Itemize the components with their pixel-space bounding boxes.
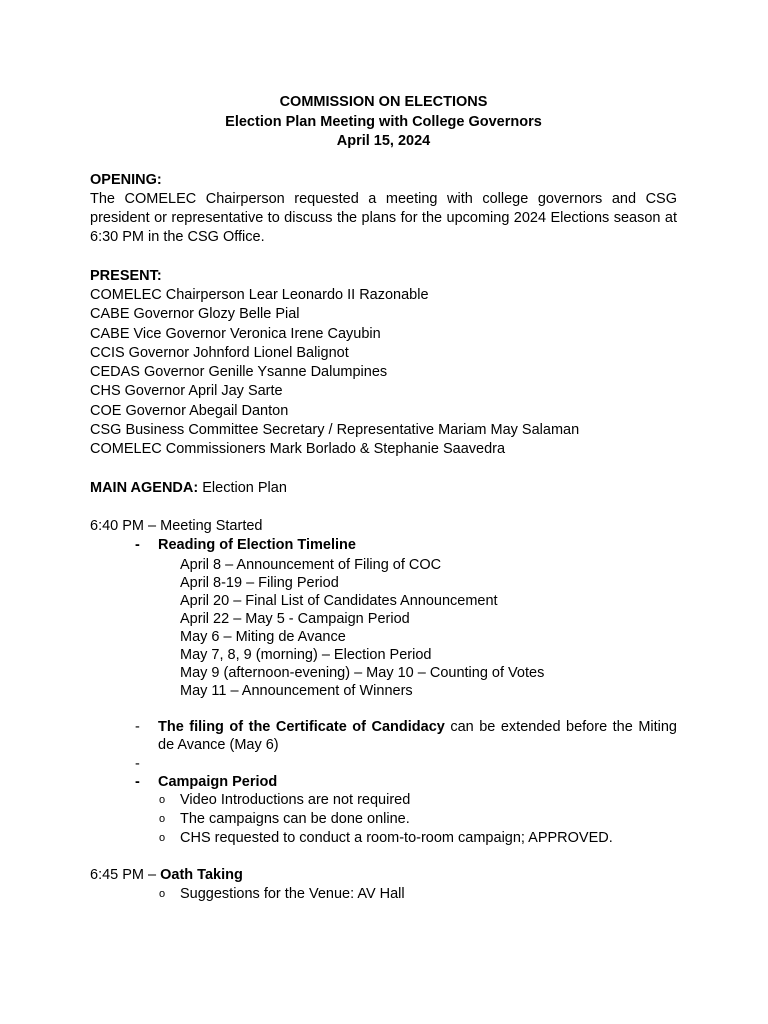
attendee: CCIS Governor Johnford Lionel Balignot [90, 344, 349, 361]
opening-section [90, 171, 677, 248]
campaign-item: o CHS requested to conduct a room-to-room campaign; APPROVED. [159, 829, 613, 846]
timeline-heading: Reading of Election Timeline [158, 537, 356, 554]
attendee: COMELEC Commissioners Mark Borlado & Stephanie Saavedra [90, 441, 506, 458]
opening-text: The COMELEC Chairperson requested a meeting with college governors and CSG president or representative to discuss the plans for the upcoming 2024 Elections season at 6:30 PM in the CSG Office. [90, 190, 677, 246]
filing-rest: can be extended before the Miting de Avance (May 6) [158, 718, 677, 754]
attendee-list [90, 286, 677, 460]
main-agenda-label: MAIN AGENDA: [90, 479, 199, 496]
timeline-item: April 8 – Announcement of Filing of COC [180, 556, 442, 573]
oath-title: Oath Taking [160, 867, 243, 884]
dash-bullet: - [135, 755, 140, 772]
attendee: CHS Governor April Jay Sarte [90, 383, 283, 400]
campaign-block [90, 773, 677, 792]
main-agenda-value: Election Plan [198, 479, 287, 496]
document-header [90, 93, 677, 152]
campaign-item: o The campaigns can be done online. [159, 810, 410, 827]
attendee: CSG Business Committee Secretary / Representative Mariam May Salaman [90, 422, 580, 439]
attendee: CEDAS Governor Genille Ysanne Dalumpines [90, 364, 388, 381]
attendee: CABE Governor Glozy Belle Pial [90, 306, 300, 323]
agenda-time: 6:40 PM – Meeting Started [90, 517, 263, 534]
present-heading: PRESENT: [90, 267, 162, 284]
timeline-item: May 7, 8, 9 (morning) – Election Period [180, 646, 432, 663]
dash-bullet: - [135, 537, 140, 554]
oath-line [90, 866, 677, 885]
empty-dash-item [90, 755, 677, 773]
timeline-list [90, 556, 677, 700]
attendee: CABE Vice Governor Veronica Irene Cayubin [90, 325, 381, 342]
agenda-item-meeting [90, 517, 677, 847]
dash-bullet: - [135, 773, 140, 790]
timeline-item: April 8-19 – Filing Period [180, 574, 339, 591]
timeline-item: May 6 – Miting de Avance [180, 628, 346, 645]
oath-item: o Suggestions for the Venue: AV Hall [159, 886, 405, 903]
circle-bullet-icon: o [159, 831, 166, 844]
attendee: COMELEC Chairperson Lear Leonardo II Razonable [90, 286, 429, 303]
filing-note [90, 718, 677, 755]
circle-bullet-icon: o [159, 794, 166, 807]
oath-time: 6:45 PM – [90, 867, 161, 884]
filing-text [158, 718, 677, 755]
meeting-date: April 15, 2024 [336, 133, 431, 149]
agenda-item-oath [90, 866, 677, 904]
timeline-item: April 22 – May 5 - Campaign Period [180, 610, 410, 627]
timeline-item: May 11 – Announcement of Winners [180, 682, 413, 699]
circle-bullet-icon: o [159, 812, 166, 825]
document-page [90, 93, 677, 904]
filing-bold: The filing of the Certificate of Candidacy [158, 718, 445, 735]
circle-bullet-icon: o [159, 888, 166, 901]
timeline-item: April 20 – Final List of Candidates Announcement [180, 592, 498, 609]
attendee: COE Governor Abegail Danton [90, 402, 289, 419]
opening-heading: OPENING: [90, 171, 162, 188]
meeting-title: Election Plan Meeting with College Governors [225, 113, 542, 130]
main-agenda [90, 479, 677, 498]
campaign-item: o Video Introductions are not required [159, 792, 411, 809]
present-section [90, 267, 677, 460]
timeline-block [90, 536, 677, 555]
dash-bullet: - [135, 718, 140, 735]
timeline-item: May 9 (afternoon-evening) – May 10 – Counting of Votes [180, 664, 545, 681]
org-title: COMMISSION ON ELECTIONS [279, 94, 488, 110]
campaign-heading: Campaign Period [158, 773, 278, 790]
